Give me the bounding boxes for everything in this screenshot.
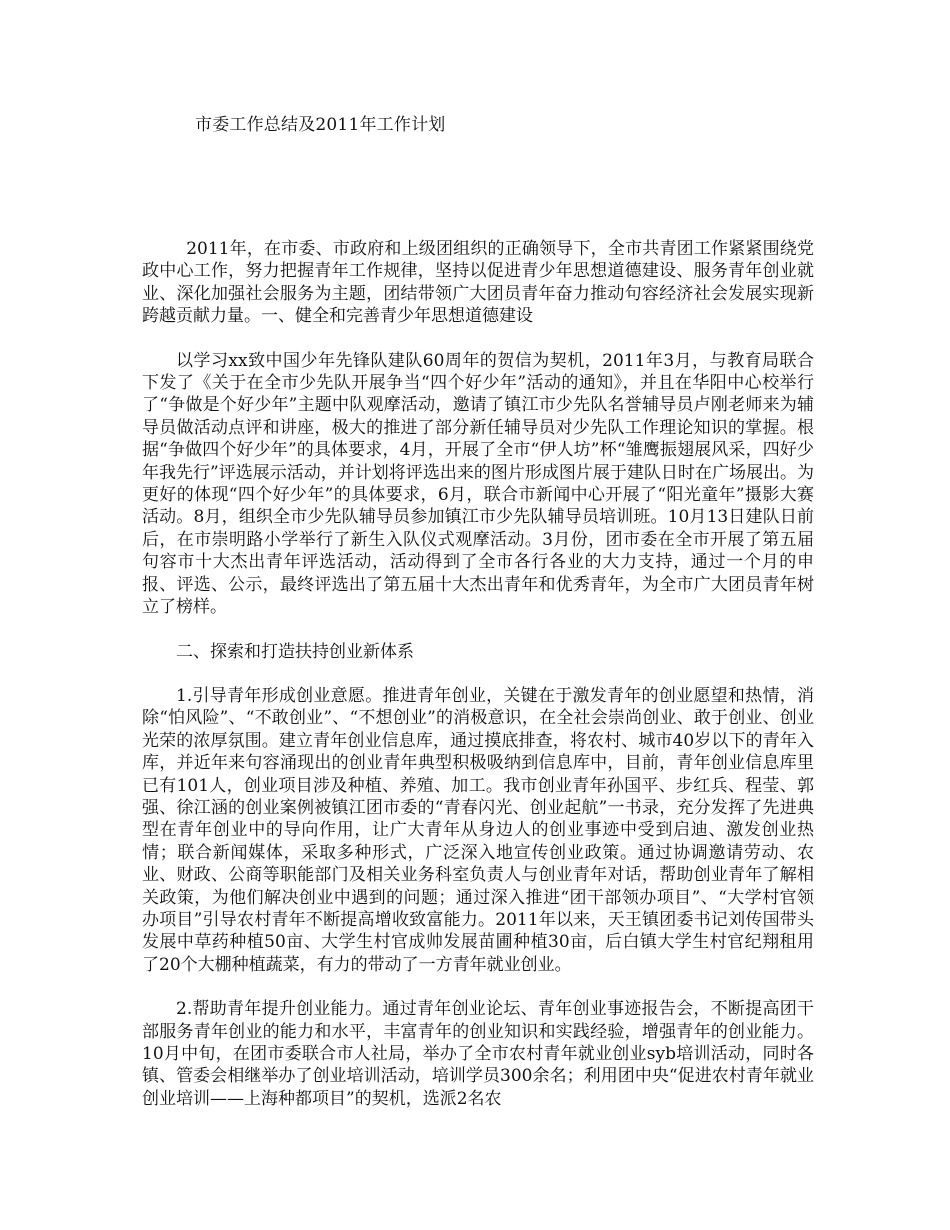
- paragraph-entrepreneurship-ability: 2.帮助青年提升创业能力。通过青年创业论坛、青年创业事迹报告会，不断提高团干部服务青年创业的能力和水平，丰富青年的创业知识和实践经验，增强青年的创业能力。10月中旬，在团市委联合市人社局，举办了全市农村青年就业创业syb培训活动，同时各镇、管委会相继举办了创业培训活动，培训学员300余名；利用团中央“促进农村青年就业创业培训——上海种都项目”的契机，选派2名农: [142, 999, 814, 1109]
- document-title: 市委工作总结及2011年工作计划: [195, 115, 446, 135]
- paragraph-entrepreneurship-willingness: 1.引导青年形成创业意愿。推进青年创业，关键在于激发青年的创业愿望和热情，消除“怕风险”、“不敢创业”、“不想创业”的消极意识，在全社会崇尚创业、敢于创业、创业光荣的浓厚氛围。建立青年创业信息库，通过摸底排查，将农村、城市40岁以下的青年入库，并近年来句容涌现出的创业青年典型积极吸纳到信息库中，目前，青年创业信息库里已有101人，创业项目涉及种植、养殖、加工。我市创业青年孙国平、步红兵、程莹、郭强、徐江涵的创业案例被镇江团市委的“青春闪光、创业起航”一书录，充分发挥了先进典型在青年创业中的导向作用，让广大青年从身边人的创业事迹中受到启迪、激发创业热情；联合新闻媒体，采取多种形式，广泛深入地宣传创业政策。通过协调邀请劳动、农业、财政、公商等职能部门及相关业务科室负责人与创业青年对话，帮助创业青年了解相关政策，为他们解决创业中遇到的问题；通过深入推进“团干部领办项目”、“大学村官领办项目”引导农村青年不断提高增收致富能力。2011年以来，天王镇团委书记刘传国带头发展中草药种植50亩、大学生村官成帅发展苗圃种植30亩，后白镇大学生村官纪翔租用了20个大棚种植蔬菜，有力的带动了一方青年就业创业。: [142, 685, 814, 975]
- document-body: [142, 238, 814, 1132]
- section-heading-entrepreneurship: 二、探索和打造扶持创业新体系: [176, 641, 414, 662]
- paragraph-youth-moral-education: 以学习xx致中国少年先锋队建队60周年的贺信为契机，2011年3月，与教育局联合下发了《关于在全市少先队开展争当“四个好少年”活动的通知》，并且在华阳中心校举行了“争做是个好少年”主题中队观摩活动，邀请了镇江市少先队名誉辅导员卢刚老师来为辅导员做活动点评和讲座，极大的推进了部分新任辅导员对少先队工作理论知识的掌握。根据“争做四个好少年”的具体要求，4月，开展了全市“伊人坊”杯“雏鹰振翅展风采，四好少年我先行”评选展示活动，并计划将评选出来的图片形成图片展于建队日时在广场展出。为更好的体现“四个好少年”的具体要求，6月，联合市新闻中心开展了“阳光童年”摄影大赛活动。8月，组织全市少先队辅导员参加镇江市少先队辅导员培训班。10月13日建队日前后，在市崇明路小学举行了新生入队仪式观摩活动。3月份，团市委在全市开展了第五届句容市十大杰出青年评选活动，活动得到了全市各行各业的大力支持，通过一个月的申报、评选、公示，最终评选出了第五届十大杰出青年和优秀青年，为全市广大团员青年树立了榜样。: [142, 350, 814, 618]
- paragraph-intro: 2011年，在市委、市政府和上级团组织的正确领导下，全市共青团工作紧紧围绕党政中心工作，努力把握青年工作规律，坚持以促进青少年思想道德建设、服务青年创业就业、深化加强社会服务为主题，团结带领广大团员青年奋力推动句容经济社会发展实现新跨越贡献力量。一、健全和完善青少年思想道德建设: [142, 239, 814, 327]
